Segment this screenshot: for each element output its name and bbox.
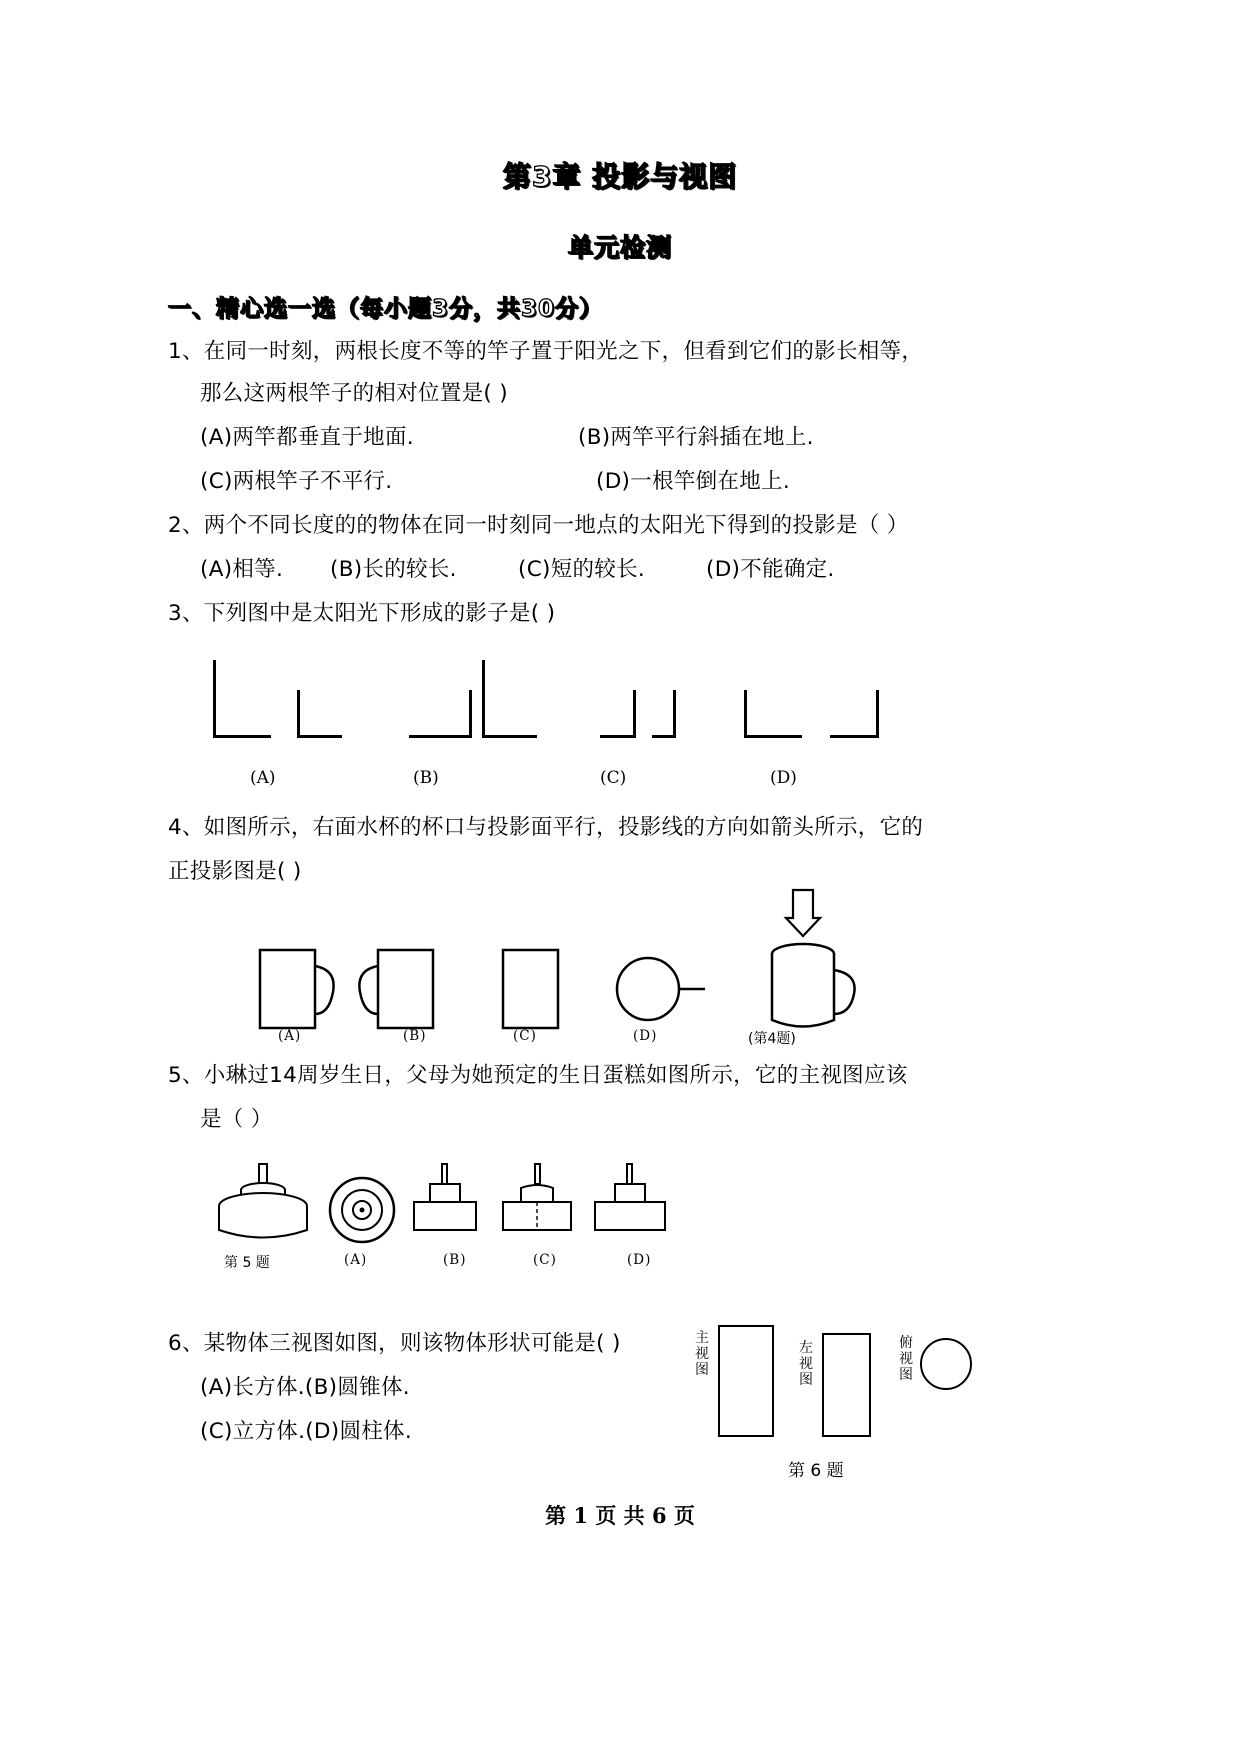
shadow-c-shadow1 xyxy=(600,735,636,738)
question-5-figure-caption: 第 5 题 xyxy=(224,1255,270,1271)
question-1-stem-line1: 1、在同一时刻，两根长度不等的竿子置于阳光之下，但看到它们的影长相等， xyxy=(168,339,924,364)
question-6-label-front-view: 主视图 xyxy=(695,1330,709,1379)
question-5-label-b: (B) xyxy=(443,1252,467,1268)
question-1-number: 1、 xyxy=(168,339,204,364)
question-6-options-line1: (A)长方体.(B)圆锥体. xyxy=(200,1375,410,1400)
question-2-option-a: (A)相等. xyxy=(200,557,284,582)
question-1-option-b: (B)两竿平行斜插在地上. xyxy=(578,425,814,450)
mug-3d-handle xyxy=(834,970,855,1014)
question-6-label-side-view: 左视图 xyxy=(799,1340,813,1389)
question-3-label-b: (B) xyxy=(413,768,439,788)
cake-a-center xyxy=(360,1208,365,1213)
question-1-option-d: (D)一根竿倒在地上. xyxy=(596,469,790,494)
cup-d-body xyxy=(617,958,679,1020)
question-4-stem-line2: 正投影图是( ) xyxy=(168,859,302,884)
question-6-label-top-view: 俯视图 xyxy=(899,1335,913,1384)
page-subtitle: 单元检测 xyxy=(567,233,672,262)
cake-d-candle xyxy=(627,1164,632,1184)
cake-d-upper xyxy=(615,1184,645,1202)
question-6-figure-caption: 第 6 题 xyxy=(788,1461,844,1481)
question-5-number: 5、 xyxy=(168,1063,204,1088)
cup-b-body xyxy=(378,950,433,1028)
question-1-option-a: (A)两竿都垂直于地面. xyxy=(200,425,414,450)
shadow-b-pole1 xyxy=(469,690,472,738)
question-4-figure-caption: (第4题) xyxy=(748,1031,796,1047)
question-1-stem-line2: 那么这两根竿子的相对位置是( ) xyxy=(200,381,508,406)
cup-a-handle xyxy=(315,966,334,1014)
question-3-label-c: (C) xyxy=(600,768,627,788)
shadow-c-pole1 xyxy=(633,690,636,738)
shadow-b-pole2 xyxy=(482,660,485,738)
question-2-option-b: (B)长的较长. xyxy=(330,557,457,582)
question-6-side-view-rect xyxy=(822,1333,871,1437)
shadow-a-pole2 xyxy=(297,690,300,738)
question-4-label-b: (B) xyxy=(403,1028,427,1044)
question-3-stem: 3、下列图中是太阳光下形成的影子是( ) xyxy=(168,601,556,626)
question-4-label-d: (D) xyxy=(633,1028,658,1044)
question-2-number: 2、 xyxy=(168,513,204,538)
question-5-figure-group xyxy=(215,1150,685,1260)
cake-3d-tier-large xyxy=(219,1206,307,1238)
question-6-top-view-circle xyxy=(920,1338,972,1390)
cup-b-handle xyxy=(359,966,378,1014)
question-4-label-c: (C) xyxy=(513,1028,537,1044)
projection-arrow-icon xyxy=(785,890,825,938)
question-5-stem-line2: 是（ ） xyxy=(200,1107,273,1132)
question-1-option-c: (C)两根竿子不平行. xyxy=(200,469,393,494)
question-4-label-a: (A) xyxy=(278,1028,302,1044)
shadow-a-pole1 xyxy=(213,660,216,738)
mug-3d-body xyxy=(772,954,834,1027)
question-6-stem: 6、某物体三视图如图，则该物体形状可能是( ) xyxy=(168,1331,621,1356)
cake-b-upper xyxy=(430,1184,460,1202)
section-heading: 一、精心选一选（每小题3分，共30分） xyxy=(168,296,604,322)
shadow-b-shadow1 xyxy=(409,735,471,738)
question-6-options-line2: (C)立方体.(D)圆柱体. xyxy=(200,1419,412,1444)
cake-c-upper xyxy=(521,1185,553,1202)
shadow-c-shadow2 xyxy=(652,735,676,738)
question-5-label-a: (A) xyxy=(344,1252,368,1268)
shadow-d-shadow1 xyxy=(744,735,802,738)
page-footer: 第 1 页 共 6 页 xyxy=(545,1503,695,1528)
page-title: 第3章 投影与视图 xyxy=(502,160,738,193)
question-2-stem: 2、两个不同长度的的物体在同一时刻同一地点的太阳光下得到的投影是（ ） xyxy=(168,513,909,538)
shadow-d-pole1 xyxy=(744,690,747,738)
shadow-d-pole2 xyxy=(876,690,879,738)
cup-c-body xyxy=(503,950,558,1028)
shadow-b-shadow2 xyxy=(482,735,537,738)
shadow-d-shadow2 xyxy=(830,735,879,738)
shadow-a-shadow1 xyxy=(213,735,271,738)
question-6-number: 6、 xyxy=(168,1331,204,1356)
shadow-a-shadow2 xyxy=(297,735,342,738)
cup-a-body xyxy=(260,950,315,1028)
cake-b-lower xyxy=(414,1202,476,1230)
cake-d-lower xyxy=(595,1202,665,1230)
question-5-label-d: (D) xyxy=(627,1252,652,1268)
question-4-number: 4、 xyxy=(168,815,204,840)
cake-c-candle xyxy=(535,1164,540,1184)
question-2-option-d: (D)不能确定. xyxy=(706,557,835,582)
question-5-stem-line1: 5、小琳过14周岁生日，父母为她预定的生日蛋糕如图所示，它的主视图应该 xyxy=(168,1063,908,1088)
question-2-option-c: (C)短的较长. xyxy=(518,557,646,582)
question-3-number: 3、 xyxy=(168,601,204,626)
question-4-figure-group xyxy=(255,940,955,1050)
question-6-front-view-rect xyxy=(718,1325,774,1437)
question-5-label-c: (C) xyxy=(533,1252,557,1268)
shadow-c-pole2 xyxy=(673,690,676,738)
question-3-label-a: (A) xyxy=(250,768,276,788)
cake-b-candle xyxy=(442,1164,447,1184)
question-4-stem-line1: 4、如图所示，右面水杯的杯口与投影面平行，投影线的方向如箭头所示，它的 xyxy=(168,815,924,840)
question-3-label-d: (D) xyxy=(770,768,797,788)
